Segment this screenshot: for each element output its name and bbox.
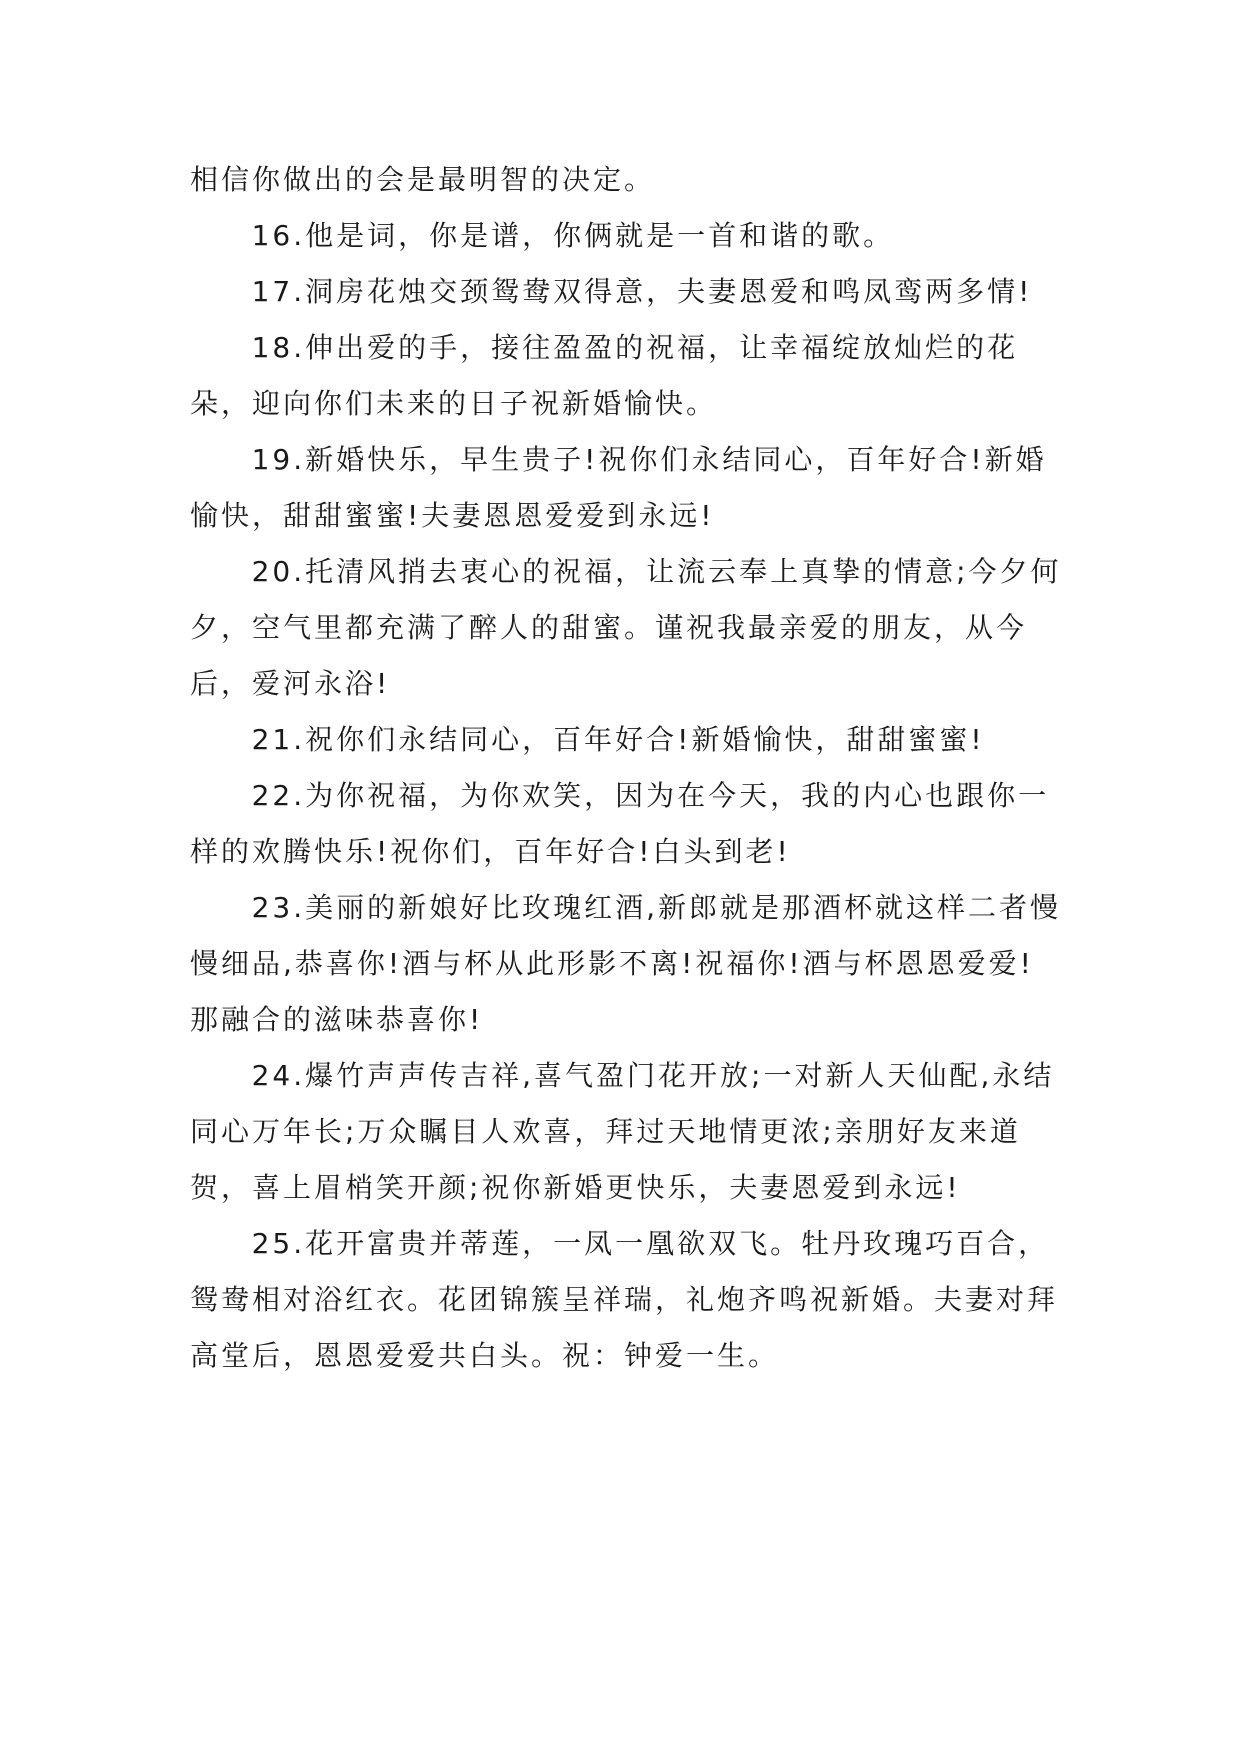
paragraph-24: 24.爆竹声声传吉祥,喜气盈门花开放;一对新人天仙配,永结同心万年长;万众瞩目人欢喜，拜过天地情更浓;亲朋好友来道贺，喜上眉梢笑开颜;祝你新婚更快乐，夫妻恩爱到永远! [190,1059,1055,1204]
document-body [190,152,1070,1384]
paragraph-17: 17.洞房花烛交颈鸳鸯双得意，夫妻恩爱和鸣凤鸾两多情! [251,275,1033,308]
paragraph-20: 20.托清风捎去衷心的祝福，让流云奉上真挚的情意;今夕何夕，空气里都充满了醉人的甜蜜。谨祝我最亲爱的朋友，从今后，爱河永浴! [190,555,1062,700]
paragraph-19: 19.新婚快乐，早生贵子!祝你们永结同心，百年好合!新婚愉快，甜甜蜜蜜!夫妻恩恩爱爱到永远! [190,443,1047,532]
paragraph-18: 18.伸出爱的手，接往盈盈的祝福，让幸福绽放灿烂的花朵，迎向你们未来的日子祝新婚愉快。 [190,331,1019,420]
paragraph-23: 23.美丽的新娘好比玫瑰红酒,新郎就是那酒杯就这样二者慢慢细品,恭喜你!酒与杯从此形影不离!祝福你!酒与杯恩恩爱爱! 那融合的滋味恭喜你! [190,891,1062,1036]
paragraph-16: 16.他是词，你是谱，你俩就是一首和谐的歌。 [251,219,895,252]
paragraph-21: 21.祝你们永结同心，百年好合!新婚愉快，甜甜蜜蜜! [251,723,985,756]
paragraph-22: 22.为你祝福，为你欢笑，因为在今天，我的内心也跟你一样的欢腾快乐!祝你们，百年好合!白头到老! [190,779,1050,868]
paragraph-25: 25.花开富贵并蒂莲，一凤一凰欲双飞。牡丹玫瑰巧百合，鸳鸯相对浴红衣。花团锦簇呈祥瑞，礼炮齐鸣祝新婚。夫妻对拜高堂后，恩恩爱爱共白头。祝：钟爱一生。 [190,1227,1059,1372]
paragraph-0: 相信你做出的会是最明智的决定。 [190,163,656,196]
